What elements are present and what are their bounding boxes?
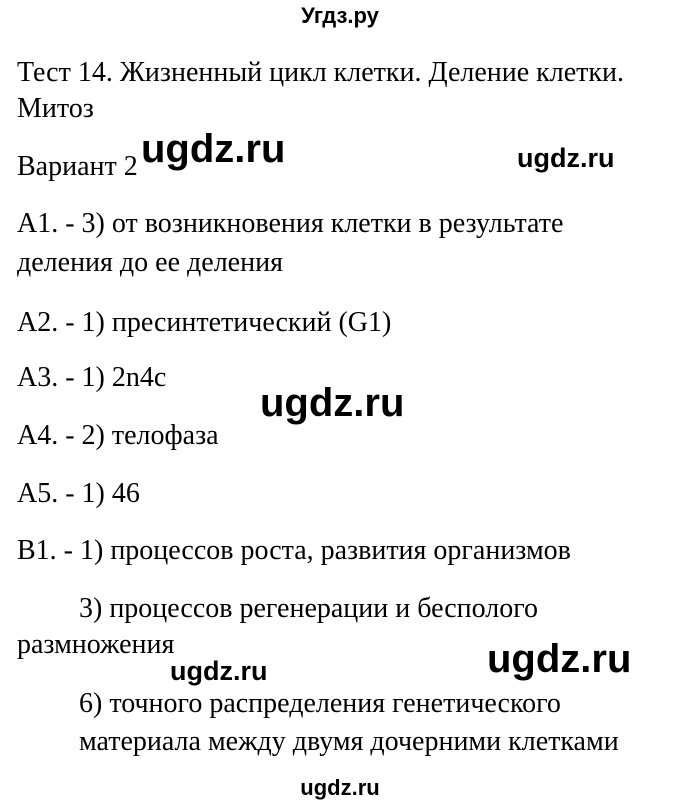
watermark-lower-left: ugdz.ru	[170, 656, 268, 686]
watermark-center: ugdz.ru	[260, 381, 405, 425]
answer-a1-line-1: А1. - 3) от возникновения клетки в результате	[17, 208, 564, 239]
variant-label: Вариант 2	[17, 151, 138, 182]
answer-a2: А2. - 1) пресинтетический (G1)	[17, 307, 392, 338]
answer-b1-line-5: материала между двумя дочерними клетками	[79, 726, 619, 757]
answer-b1-line-4: 6) точного распределения генетического	[79, 688, 561, 719]
watermark-top-right: ugdz.ru	[517, 143, 615, 173]
site-header: Угдз.ру	[301, 3, 379, 28]
answer-a5: А5. - 1) 46	[17, 478, 140, 509]
answer-a4: А4. - 2) телофаза	[17, 420, 219, 451]
answer-b1-line-2: 3) процессов регенерации и бесполого	[79, 593, 539, 624]
watermark-lower-right: ugdz.ru	[487, 637, 632, 681]
answer-a1-line-2: деления до ее деления	[17, 247, 283, 278]
test-title-line-2: Митоз	[17, 93, 94, 124]
answer-b1-line-3: размножения	[17, 629, 175, 660]
test-title-line-1: Тест 14. Жизненный цикл клетки. Деление клетки.	[17, 57, 625, 88]
answer-b1-line-1: В1. - 1) процессов роста, развития организмов	[17, 535, 571, 566]
watermark-top-left: ugdz.ru	[141, 127, 286, 171]
site-footer: ugdz.ru	[300, 775, 380, 800]
answer-a3: А3. - 1) 2n4c	[17, 362, 167, 393]
